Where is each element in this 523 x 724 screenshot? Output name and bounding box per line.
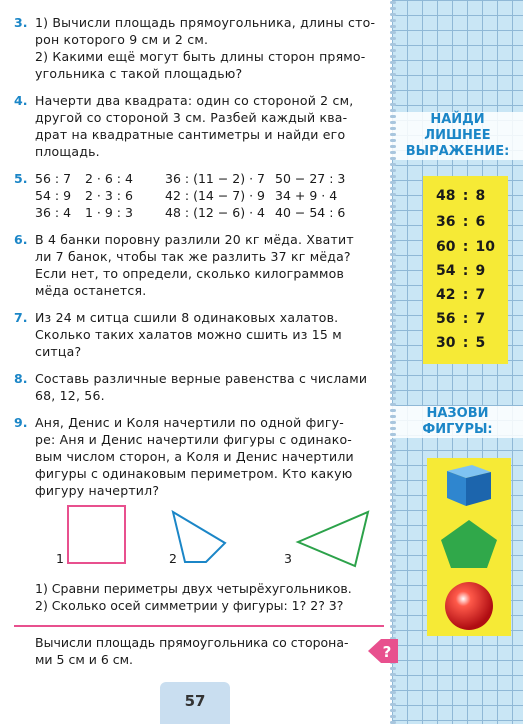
task-8 bbox=[14, 370, 384, 404]
expression-grid bbox=[35, 170, 365, 221]
odd-one-title: НАЙДИ ЛИШНЕЕ ВЫРАЖЕНИЕ: bbox=[392, 112, 523, 160]
pentagon-icon bbox=[441, 520, 497, 568]
expression: 34 + 9 · 4 bbox=[275, 188, 338, 203]
task-text: Начерти два квадрата: один со стороной 2 см, другой со стороной 3 см. Разбей каждый ква- драт на квадратные сантиметры и найди его площадь. bbox=[35, 93, 354, 159]
expression-item: 36 : 6 bbox=[436, 214, 486, 230]
expression: 42 : (14 − 7) · 9 bbox=[165, 188, 265, 203]
expression-item: 42 : 7 bbox=[436, 287, 486, 303]
task-number: 5. bbox=[14, 171, 28, 186]
shapes-panel bbox=[427, 458, 511, 636]
expression: 48 : (12 − 6) · 4 bbox=[165, 205, 265, 220]
expression-panel bbox=[423, 176, 508, 364]
page-number: 57 bbox=[160, 682, 230, 724]
task-text: В 4 банки поровну разлили 20 кг мёда. Хватит ли 7 банок, чтобы так же разлить 37 кг мёда? Если нет, то определи, сколько килограммов мёда останется. bbox=[35, 232, 354, 298]
task-number: 8. bbox=[14, 371, 28, 386]
expression: 54 : 9 bbox=[35, 188, 72, 203]
task-list bbox=[14, 14, 384, 509]
expression: 2 · 6 : 4 bbox=[85, 171, 133, 186]
task-5 bbox=[14, 170, 384, 221]
figure-label-1: 1 bbox=[56, 551, 64, 566]
cube-icon bbox=[447, 465, 491, 506]
expression: 1 · 9 : 3 bbox=[85, 205, 133, 220]
task-7 bbox=[14, 309, 384, 360]
task-number: 3. bbox=[14, 15, 28, 30]
task-text: Аня, Денис и Коля начертили по одной фигу- ре: Аня и Денис начертили фигуры с одинако- вым числом сторон, а Коля и Денис начертили фигуры с одинаковым периметром. Кто какую фигуру начертил? bbox=[35, 415, 354, 498]
svg-text:?: ? bbox=[382, 643, 392, 661]
triangle-figure bbox=[298, 512, 368, 566]
figures-row bbox=[0, 496, 392, 576]
shapes-drawing bbox=[427, 458, 511, 636]
task-number: 4. bbox=[14, 93, 28, 108]
expression-item: 30 : 5 bbox=[436, 335, 486, 351]
task-number: 7. bbox=[14, 310, 28, 325]
divider-line bbox=[14, 625, 384, 627]
task-text: 1) Вычисли площадь прямоугольника, длины сто- рон которого 9 см и 2 см. 2) Какими ещё могут быть длины сторон прямо- угольника с такой площадью? bbox=[35, 15, 376, 81]
square-figure bbox=[68, 506, 125, 563]
expression-item: 54 : 9 bbox=[436, 263, 486, 279]
expression: 40 − 54 : 6 bbox=[275, 205, 346, 220]
expression-item: 48 : 8 bbox=[436, 188, 486, 204]
task-3 bbox=[14, 14, 384, 82]
question-icon bbox=[368, 636, 398, 666]
expression: 36 : (11 − 2) · 7 bbox=[165, 171, 265, 186]
quadrilateral-figure bbox=[173, 512, 225, 562]
expression: 50 − 27 : 3 bbox=[275, 171, 346, 186]
task-9 bbox=[14, 414, 384, 499]
expression: 2 · 3 : 6 bbox=[85, 188, 133, 203]
task-4 bbox=[14, 92, 384, 160]
task-number: 9. bbox=[14, 415, 28, 430]
expression-item: 56 : 7 bbox=[436, 311, 486, 327]
task-number: 6. bbox=[14, 232, 28, 247]
shapes-title: НАЗОВИ ФИГУРЫ: bbox=[392, 406, 523, 438]
binding-spiral bbox=[388, 0, 398, 724]
task-6 bbox=[14, 231, 384, 299]
bonus-task: Вычисли площадь прямоугольника со сторона- ми 5 см и 6 см. bbox=[35, 635, 349, 667]
figure-label-2: 2 bbox=[169, 551, 177, 566]
sphere-icon bbox=[445, 582, 493, 630]
subquestions: 1) Сравни периметры двух четырёхугольников. 2) Сколько осей симметрии у фигуры: 1? 2? 3? bbox=[35, 581, 352, 613]
expression: 36 : 4 bbox=[35, 205, 72, 220]
figure-label-3: 3 bbox=[284, 551, 292, 566]
task-text: Из 24 м ситца сшили 8 одинаковых халатов. Сколько таких халатов можно сшить из 15 м ситца? bbox=[35, 310, 342, 359]
task-text: Составь различные верные равенства с числами 68, 12, 56. bbox=[35, 371, 368, 403]
expression-item: 60 : 10 bbox=[436, 239, 495, 255]
expression: 56 : 7 bbox=[35, 171, 72, 186]
